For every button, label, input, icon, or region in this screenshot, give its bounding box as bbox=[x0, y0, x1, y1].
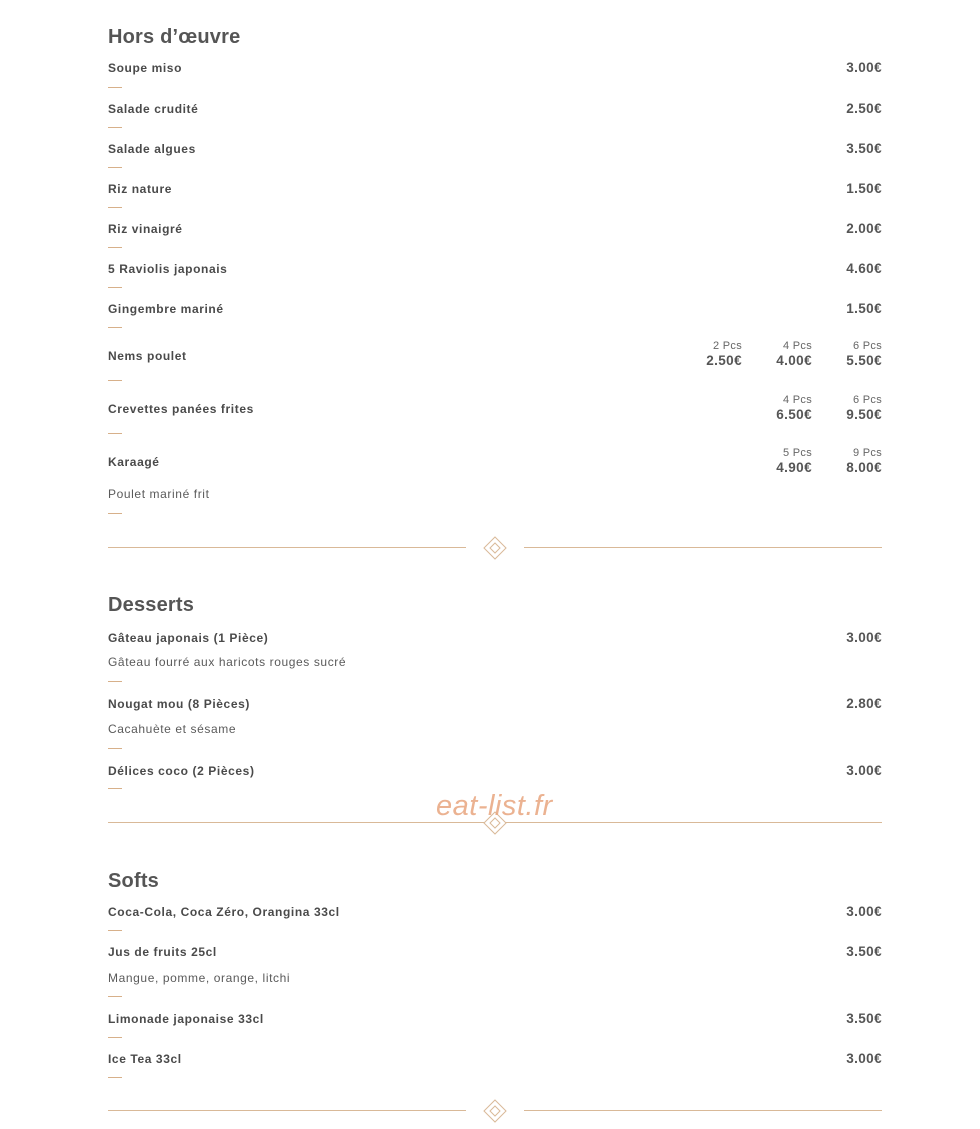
item-variants bbox=[742, 394, 882, 423]
section-divider bbox=[108, 1096, 882, 1126]
variant-price: 4.90€ bbox=[776, 460, 812, 475]
section-title: Desserts bbox=[108, 594, 195, 616]
item-name: Coca-Cola, Coca Zéro, Orangina 33cl bbox=[108, 905, 340, 919]
diamond-ornament-icon bbox=[483, 536, 507, 560]
item-name: Jus de fruits 25cl bbox=[108, 945, 217, 959]
variant bbox=[812, 447, 882, 476]
item-name: Gingembre mariné bbox=[108, 302, 224, 316]
variant-label: 6 Pcs bbox=[852, 394, 882, 406]
variant bbox=[672, 340, 742, 369]
variant bbox=[742, 447, 812, 476]
menu-item bbox=[108, 763, 882, 779]
item-name: Karaagé bbox=[108, 455, 160, 469]
item-price: 3.50€ bbox=[846, 944, 882, 959]
item-price: 1.50€ bbox=[846, 181, 882, 196]
item-price: 3.00€ bbox=[846, 904, 882, 919]
item-price: 2.50€ bbox=[846, 101, 882, 116]
item-dash bbox=[108, 127, 122, 128]
item-dash bbox=[108, 433, 122, 434]
item-name: Nougat mou (8 Pièces) bbox=[108, 697, 250, 711]
item-description: Gâteau fourré aux haricots rouges sucré bbox=[108, 655, 347, 669]
variant-label: 4 Pcs bbox=[782, 394, 812, 406]
divider-line bbox=[524, 1110, 882, 1111]
menu-item bbox=[108, 301, 882, 317]
item-price: 1.50€ bbox=[846, 301, 882, 316]
item-name: Soupe miso bbox=[108, 61, 183, 75]
variant-label: 4 Pcs bbox=[782, 340, 812, 352]
item-name: Ice Tea 33cl bbox=[108, 1052, 182, 1066]
variant-price: 6.50€ bbox=[776, 407, 812, 422]
item-dash bbox=[108, 87, 122, 88]
menu-item bbox=[108, 60, 882, 76]
item-name: Salade crudité bbox=[108, 102, 199, 116]
item-dash bbox=[108, 930, 122, 931]
item-price: 3.00€ bbox=[846, 60, 882, 75]
item-dash bbox=[108, 207, 122, 208]
variant-label: 2 Pcs bbox=[712, 340, 742, 352]
item-description: Mangue, pomme, orange, litchi bbox=[108, 971, 291, 985]
item-name: Crevettes panées frites bbox=[108, 402, 254, 416]
item-price: 2.00€ bbox=[846, 221, 882, 236]
item-dash bbox=[108, 748, 122, 749]
variant bbox=[742, 340, 812, 369]
section-title: Softs bbox=[108, 870, 159, 892]
item-name: Riz vinaigré bbox=[108, 222, 183, 236]
item-dash bbox=[108, 167, 122, 168]
divider-line bbox=[524, 547, 882, 548]
item-dash bbox=[108, 287, 122, 288]
item-description: Poulet mariné frit bbox=[108, 487, 210, 501]
item-variants bbox=[672, 340, 882, 369]
menu-item bbox=[108, 630, 882, 669]
section-title: Hors d’œuvre bbox=[108, 26, 241, 48]
divider-line bbox=[108, 1110, 466, 1111]
menu-item bbox=[108, 944, 882, 985]
variant-label: 9 Pcs bbox=[852, 447, 882, 459]
variant-price: 5.50€ bbox=[846, 353, 882, 368]
variant bbox=[742, 394, 812, 423]
item-dash bbox=[108, 1077, 122, 1078]
item-price: 3.00€ bbox=[846, 630, 882, 645]
item-name: Gâteau japonais (1 Pièce) bbox=[108, 631, 269, 645]
item-price: 3.00€ bbox=[846, 763, 882, 778]
variant-label: 5 Pcs bbox=[782, 447, 812, 459]
menu-item bbox=[108, 221, 882, 237]
menu-item bbox=[108, 696, 882, 736]
item-name: Limonade japonaise 33cl bbox=[108, 1012, 264, 1026]
variant bbox=[812, 394, 882, 423]
menu-item bbox=[108, 1051, 882, 1067]
item-dash bbox=[108, 788, 122, 789]
item-name: 5 Raviolis japonais bbox=[108, 262, 228, 276]
divider-line bbox=[108, 547, 466, 548]
menu-item bbox=[108, 141, 882, 157]
item-dash bbox=[108, 247, 122, 248]
item-dash bbox=[108, 327, 122, 328]
variant-price: 2.50€ bbox=[706, 353, 742, 368]
item-name: Riz nature bbox=[108, 182, 173, 196]
item-dash bbox=[108, 681, 122, 682]
watermark: eat-list.fr bbox=[436, 790, 553, 822]
item-dash bbox=[108, 513, 122, 514]
item-variants bbox=[742, 447, 882, 476]
item-price: 3.00€ bbox=[846, 1051, 882, 1066]
menu-item bbox=[108, 101, 882, 117]
variant bbox=[812, 340, 882, 369]
variant-price: 9.50€ bbox=[846, 407, 882, 422]
variant-label: 6 Pcs bbox=[852, 340, 882, 352]
item-name: Délices coco (2 Pièces) bbox=[108, 764, 255, 778]
item-description: Cacahuète et sésame bbox=[108, 722, 237, 736]
variant-price: 4.00€ bbox=[776, 353, 812, 368]
item-dash bbox=[108, 380, 122, 381]
menu-item bbox=[108, 181, 882, 197]
item-name: Nems poulet bbox=[108, 349, 187, 363]
menu-item bbox=[108, 904, 882, 920]
item-price: 3.50€ bbox=[846, 1011, 882, 1026]
item-price: 4.60€ bbox=[846, 261, 882, 276]
item-price: 2.80€ bbox=[846, 696, 882, 711]
item-price: 3.50€ bbox=[846, 141, 882, 156]
menu-item bbox=[108, 261, 882, 277]
section-divider bbox=[108, 533, 882, 563]
item-name: Salade algues bbox=[108, 142, 196, 156]
item-dash bbox=[108, 996, 122, 997]
menu-item bbox=[108, 1011, 882, 1027]
diamond-ornament-icon bbox=[483, 1099, 507, 1123]
item-dash bbox=[108, 1037, 122, 1038]
variant-price: 8.00€ bbox=[846, 460, 882, 475]
